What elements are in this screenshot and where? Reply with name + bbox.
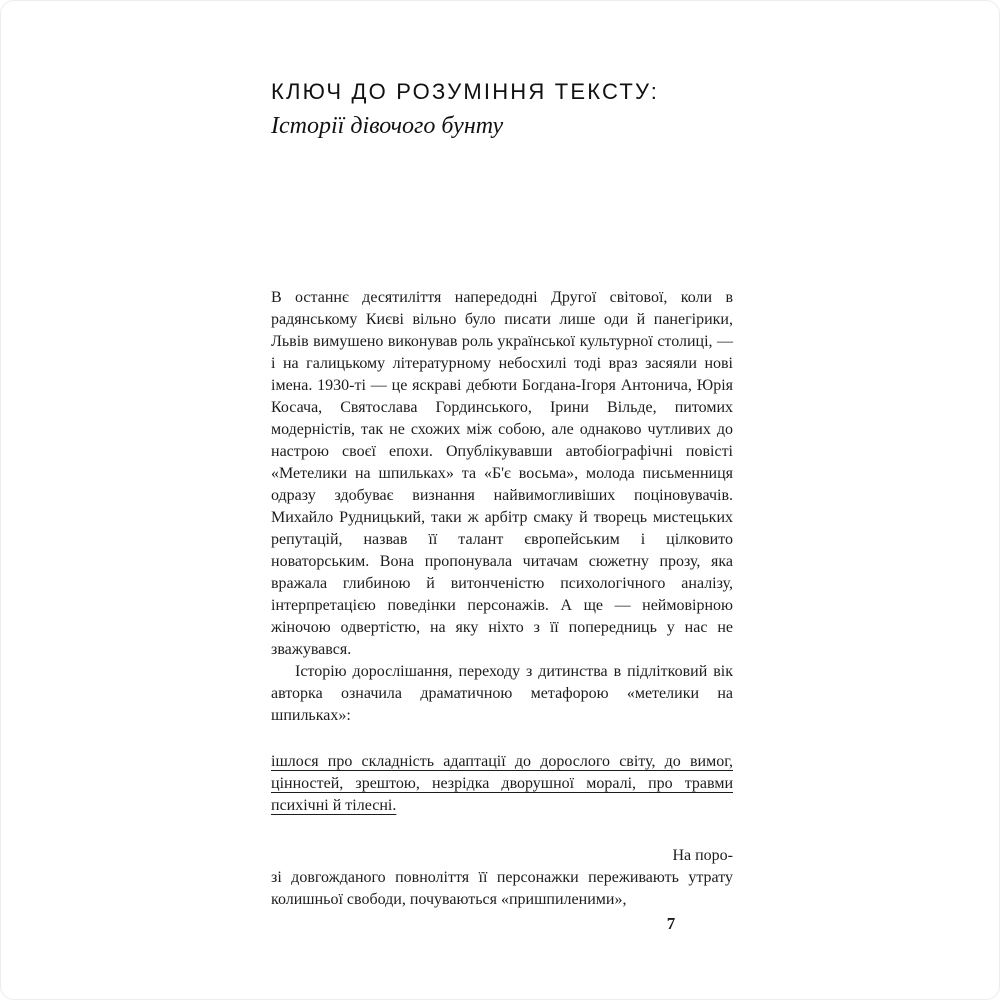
page-number: 7: [666, 914, 676, 933]
paragraph-3-rest: зі довгожданого повноліття її персонажки переживають утрату колишньої свободи, почуваються «пришпиленими»,: [271, 869, 733, 908]
paragraph-2: Історію дорослішання, переходу з дитинства в підлітковий вік авторка означила драматичною метафорою «метелики на шпильках»:: [271, 663, 733, 724]
chapter-title: КЛЮЧ ДО РОЗУМІННЯ ТЕКСТУ:: [271, 79, 660, 104]
paragraph-3-first-line: На поро-: [672, 847, 733, 864]
paragraph-1: В останнє десятиліття напередодні Другої світової, коли в радянському Києві вільно було писати лише оди й панегірики, Львів вимушено виконував роль української культурної столиці, — і на галицькому літературному небосхилі тоді враз засяяли нові імена. 1930-ті — це яскраві дебюти Богдана-Ігоря Антонича, Юрія Косача, Святослава Гординського, Ірини Вільде, питомих модерністів, так не схожих між собою, але однаково чутливих до настрою своєї епохи. Опублікувавши автобіографічні повісті «Метелики на шпильках» та «Б'є восьма», молода письменниця одразу здобуває визнання найвимогливіших поціновувачів. Михайло Рудницький, таки ж арбітр смаку й творець мистецьких репутацій, назвав її талант європейським і цілковито новаторським. Вона пропонувала читачам сюжетну прозу, яка вражала глибиною й витонченістю психологічного аналізу, інтерпретацією поведінки персонажів. А ще — неймовірною жіночою одвертістю, на яку ніхто з її попередниць у нас не зважувався.: [271, 289, 733, 658]
underlined-quote: ішлося про складність адаптації до дорослого світу, до вимог, цінностей, зрештою, незрідка дворушної моралі, про травми психічні й тілесні.: [271, 753, 733, 814]
body-text: [271, 287, 733, 911]
text-column: [271, 77, 733, 911]
chapter-subtitle: Історії дівочого бунту: [271, 113, 504, 139]
